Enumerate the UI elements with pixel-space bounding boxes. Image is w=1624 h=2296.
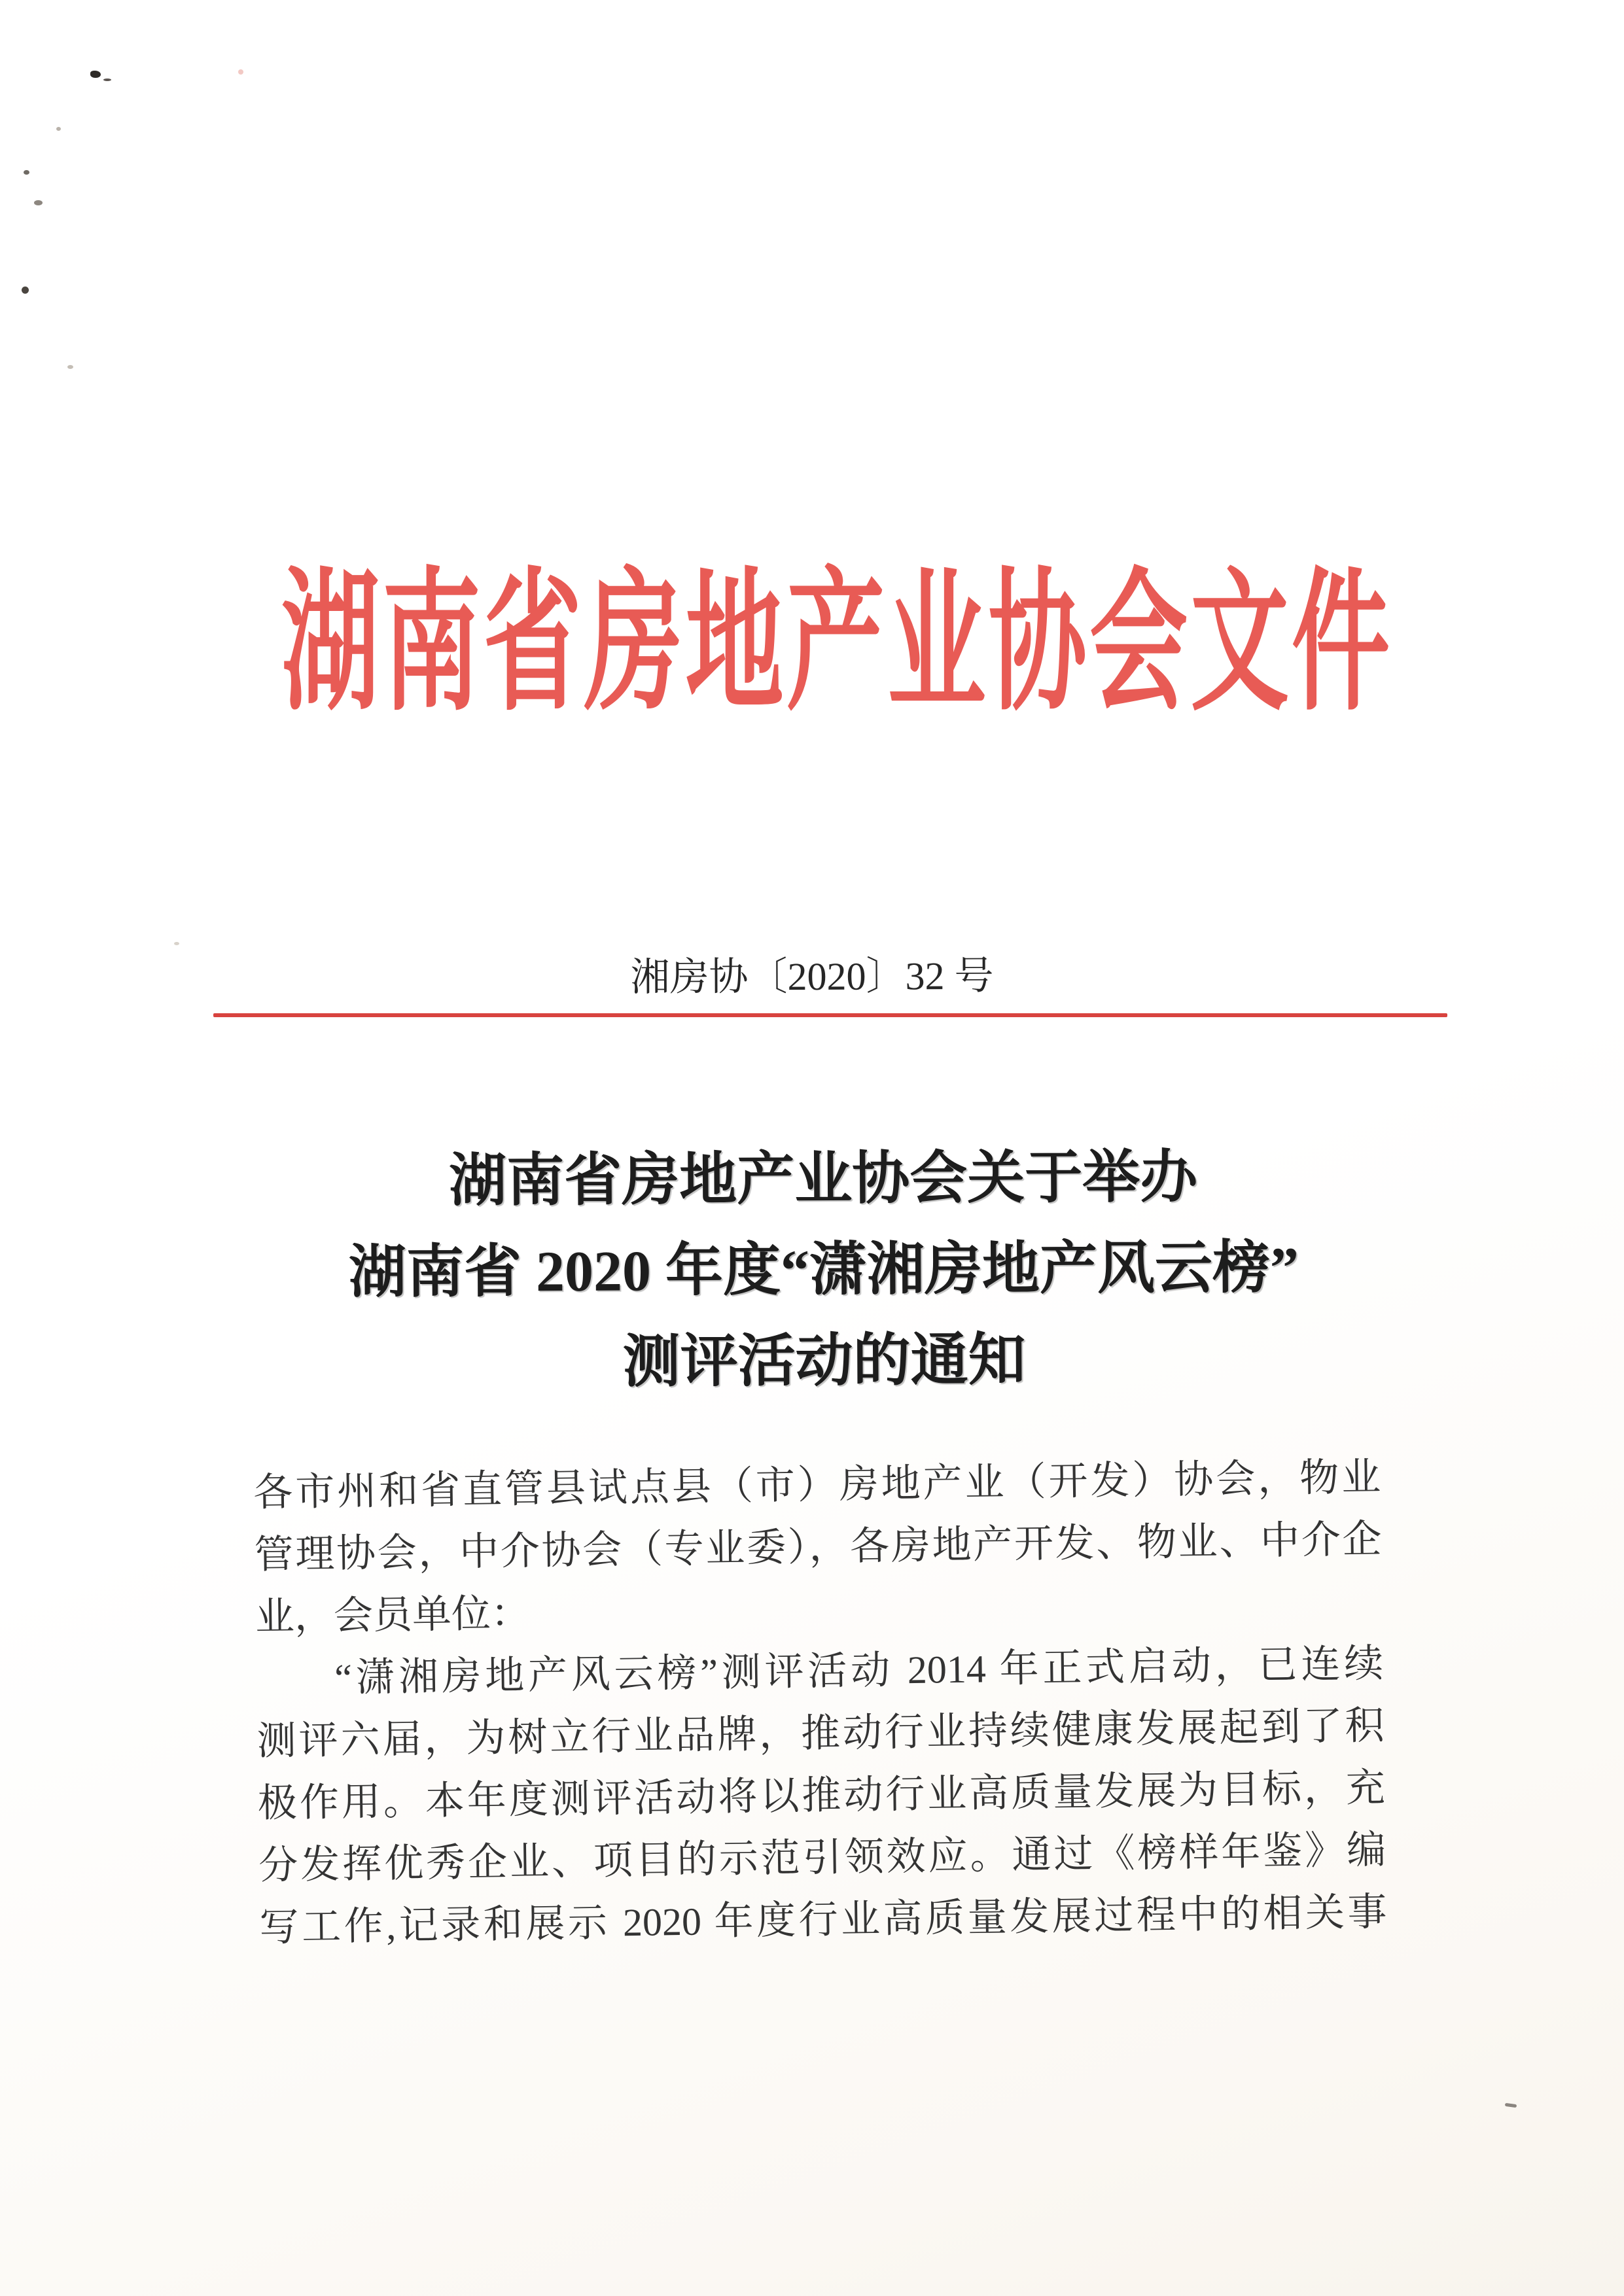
body-line: 写工作,记录和展示 2020 年度行业高质量发展过程中的相关事 [259, 1890, 1387, 1949]
scan-speck [174, 942, 179, 945]
scan-speck [24, 170, 29, 175]
scan-speck [103, 78, 111, 81]
body-line: 分发挥优秀企业、项目的示范引领效应。通过《榜样年鉴》编 [258, 1828, 1386, 1887]
document-number: 湘房协〔2020〕32 号 [630, 954, 994, 1000]
body-line: “潇湘房地产风云榜”测评活动 2014 年正式启动，已连续 [334, 1641, 1384, 1700]
document-title [11, 1130, 1624, 1412]
body-line: 极作用。本年度测评活动将以推动行业高质量发展为目标，充 [257, 1765, 1386, 1825]
scan-speck [90, 71, 101, 78]
document-title-line-1: 湖南省房地产业协会关于举办 [449, 1146, 1198, 1213]
scan-speck [1505, 2103, 1517, 2108]
document-body [253, 1446, 1387, 1959]
red-divider-line [213, 1013, 1447, 1017]
scan-speck [22, 287, 29, 294]
body-line: 管理协会，中介协会（专业委），各房地产开发、物业、中介企 [254, 1517, 1382, 1577]
body-line: 各市州和省直管县试点县（市）房地产业（开发）协会，物业 [253, 1455, 1381, 1515]
scan-speck [67, 365, 73, 369]
scan-speck [238, 69, 243, 75]
scan-speck [34, 200, 43, 205]
document-title-line-3: 测评活动的通知 [622, 1329, 1026, 1395]
body-line: 测评六届，为树立行业品牌，推动行业持续健康发展起到了积 [256, 1703, 1385, 1763]
body-line: 业，会员单位： [255, 1592, 531, 1639]
org-letterhead-title: 湖南省房地产业协会文件 [281, 559, 1390, 729]
scan-speck [56, 127, 61, 131]
document-title-line-2: 湖南省 2020 年度“潇湘房地产风云榜” [348, 1236, 1299, 1305]
